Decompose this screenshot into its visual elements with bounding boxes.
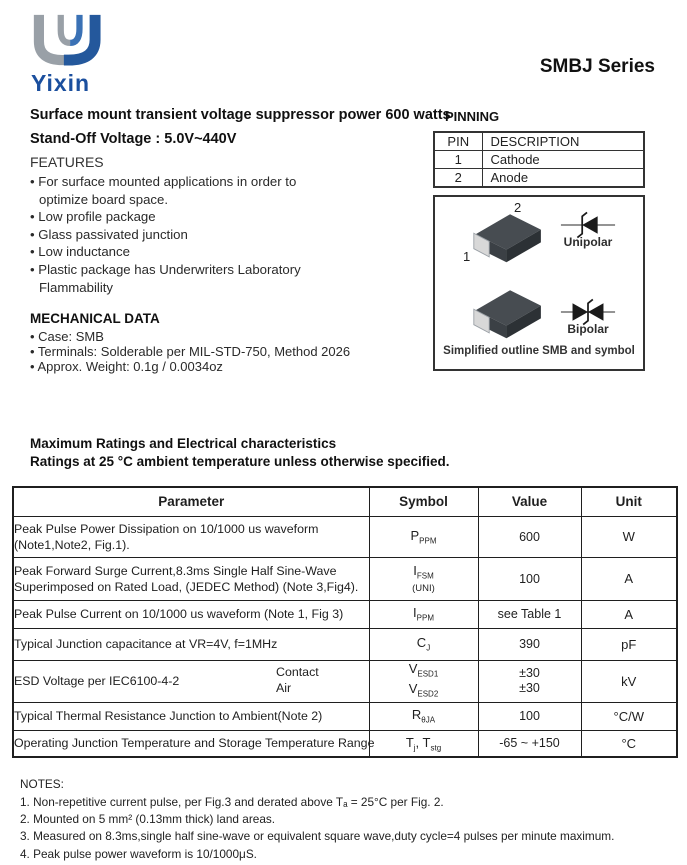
table-row (13, 730, 677, 757)
smb-package-image (459, 207, 543, 265)
symbol-cell: $I_{FSM}$ (UNI) (369, 557, 478, 600)
table-row (13, 516, 677, 557)
pinning-table (433, 131, 645, 188)
esd-condition-labels: Contact Air (276, 664, 319, 695)
parameter-cell: Peak Forward Surge Current,8.3ms Single Half Sine-Wave Superimposed on Rated Load, (JEDEC Method) (Note 3,Fig4). (13, 557, 369, 600)
value-cell: 100 (478, 702, 581, 730)
symbol-subscript: PPM (419, 536, 437, 546)
note-line: 4. Peak pulse power waveform is 10/1000μS. (20, 846, 257, 861)
brand-name: Yixin (31, 70, 91, 96)
value-cell: 390 (478, 628, 581, 660)
mechanical-line: • Approx. Weight: 0.1g / 0.0034oz (30, 359, 223, 375)
value-cell: 100 (478, 557, 581, 600)
pin1-label: 1 (463, 249, 471, 264)
ratings-heading-1: Maximum Ratings and Electrical characteristics (30, 436, 337, 451)
note-line: 1. Non-repetitive current pulse, per Fig.3 and derated above Tₐ = 25°C per Fig. 2. (20, 795, 444, 809)
mechanical-line: • Case: SMB (30, 329, 104, 344)
description-col-header: DESCRIPTION (482, 132, 644, 151)
unit-cell: A (581, 600, 677, 628)
package-outline-box (433, 195, 645, 371)
parameter-cell: ESD Voltage per IEC6100-4-2 Contact Air (13, 660, 369, 702)
symbol-subscript: ESD2 (417, 689, 439, 699)
symbol-subscript: ESD1 (417, 669, 439, 679)
intro-line-1: Surface mount transient voltage suppressor power 600 watts (30, 107, 451, 123)
ratings-heading-2: Ratings at 25 °C ambient temperature unless otherwise specified. (30, 454, 450, 469)
company-logo-icon (28, 8, 106, 70)
value-cell: 600 (478, 516, 581, 557)
symbol-subscript: J (426, 643, 431, 653)
feature-line: optimize board space. (39, 191, 169, 207)
table-row (13, 702, 677, 730)
parameter-cell: Typical Thermal Resistance Junction to Ambient(Note 2) (13, 702, 369, 730)
value-cell: ±30 ±30 (478, 660, 581, 702)
pin-description: Cathode (482, 151, 644, 169)
symbol-subscript: θJA (421, 715, 436, 725)
pin2-label: 2 (514, 200, 522, 215)
feature-line: • Plastic package has Underwriters Laboratory (30, 261, 301, 277)
pin-number: 2 (434, 169, 482, 188)
symbol-subscript: j (413, 743, 416, 753)
unit-cell: W (581, 516, 677, 557)
mechanical-data-title: MECHANICAL DATA (30, 311, 160, 326)
ratings-table (12, 486, 678, 758)
pinning-row (434, 151, 644, 169)
parameter-cell: Peak Pulse Power Dissipation on 10/1000 us waveform (Note1,Note2, Fig.1). (13, 516, 369, 557)
unit-cell: °C (581, 730, 677, 757)
note-line: 2. Mounted on 5 mm² (0.13mm thick) land areas. (20, 812, 276, 827)
symbol-cell: $P_{PPM}$ (369, 516, 478, 557)
intro-line-2: Stand-Off Voltage : 5.0V~440V (30, 131, 237, 147)
mechanical-line: • Terminals: Solderable per MIL-STD-750, Method 2026 (30, 344, 351, 360)
intro-block (30, 103, 451, 151)
parameter-cell: Operating Junction Temperature and Storage Temperature Range (13, 730, 369, 757)
table-row (13, 660, 677, 702)
notes-section (20, 775, 614, 863)
smb-package-image (459, 283, 543, 341)
symbol-subscript: stg (430, 743, 442, 753)
mechanical-data-section (30, 311, 350, 375)
unit-col-header: Unit (581, 487, 677, 516)
unit-cell: °C/W (581, 702, 677, 730)
symbol-cell: $C_J$ (369, 628, 478, 660)
pin-col-header: PIN (434, 132, 482, 151)
symbol-col-header: Symbol (369, 487, 478, 516)
feature-line: Flammability (39, 279, 114, 295)
unit-cell: pF (581, 628, 677, 660)
unipolar-label: Unipolar (563, 235, 613, 249)
pin-description: Anode (482, 169, 644, 188)
feature-line: • Glass passivated junction (30, 226, 188, 242)
symbol-note: (UNI) (412, 582, 435, 594)
value-cell: see Table 1 (478, 600, 581, 628)
bipolar-label: Bipolar (567, 322, 609, 336)
symbol-cell: $I_{PPM}$ (369, 600, 478, 628)
table-row (13, 600, 677, 628)
note-line: 3. Measured on 8.3ms,single half sine-wave or equivalent square wave,duty cycle=4 pulses per minute maximum. (20, 829, 615, 844)
features-list (30, 173, 301, 296)
symbol-cell: $V_{ESD1}$ $V_{ESD2}$ (369, 660, 478, 702)
feature-line: • Low inductance (30, 244, 130, 260)
symbol-subscript: FSM (416, 571, 434, 581)
series-title: SMBJ Series (539, 56, 655, 77)
ratings-header-row (13, 487, 677, 516)
unit-cell: A (581, 557, 677, 600)
unit-cell: kV (581, 660, 677, 702)
parameter-cell: Typical Junction capacitance at VR=4V, f=1MHz (13, 628, 369, 660)
parameter-col-header: Parameter (13, 487, 369, 516)
table-row (13, 628, 677, 660)
notes-title: NOTES: (20, 777, 64, 791)
symbol-cell: $R_{\theta JA}$ (369, 702, 478, 730)
parameter-cell: Peak Pulse Current on 10/1000 us waveform (Note 1, Fig 3) (13, 600, 369, 628)
features-title: FEATURES (30, 154, 104, 170)
symbol-cell: $T_j$, $T_{stg}$ (369, 730, 478, 757)
value-cell: -65 ~ +150 (478, 730, 581, 757)
feature-line: • Low profile package (30, 209, 156, 225)
table-row (13, 557, 677, 600)
feature-line: • For surface mounted applications in order to (30, 174, 297, 189)
pinning-title: PINNING (445, 109, 500, 124)
value-col-header: Value (478, 487, 581, 516)
outline-caption: Simplified outline SMB and symbol (443, 345, 635, 357)
pin-number: 1 (434, 151, 482, 169)
symbol-subscript: PPM (416, 613, 434, 623)
pinning-row (434, 169, 644, 188)
pinning-header-row (434, 132, 644, 151)
